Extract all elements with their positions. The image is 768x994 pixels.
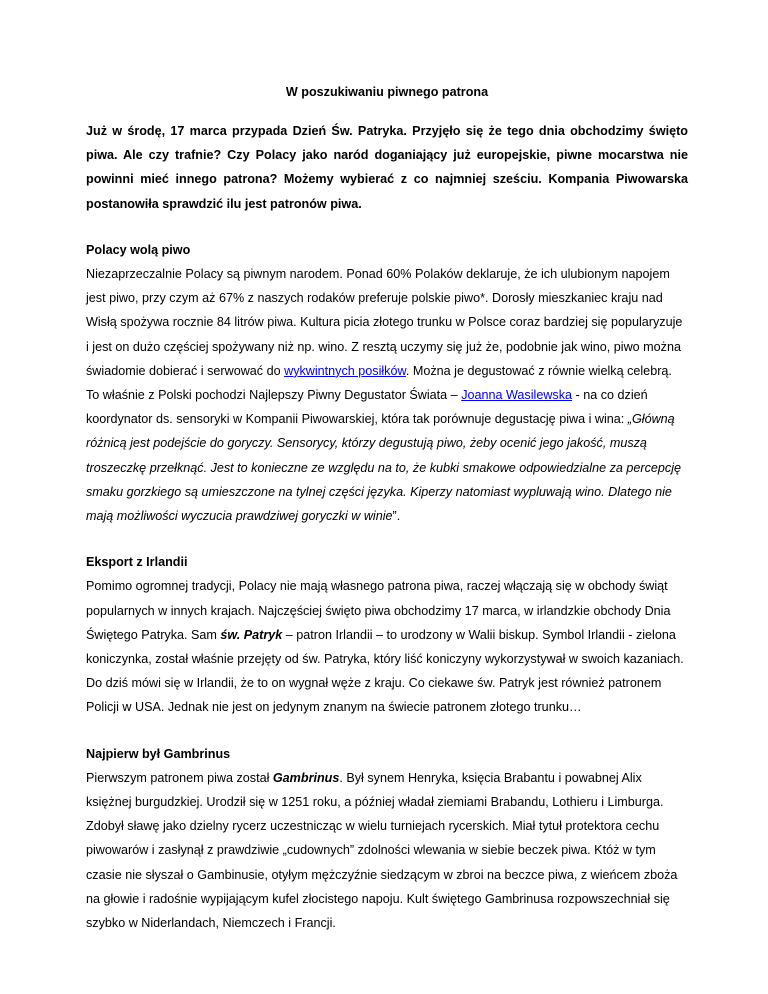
lead-paragraph: Już w środę, 17 marca przypada Dzień Św. Patryka. Przyjęło się że tego dnia obchodzimy święto piwa. Ale czy trafnie? Czy Polacy jako naród doganiający już europejskie, piwne mocarstwa nie powinni mieć innego patrona? Możemy wybierać z co najmniej sześciu. Kompania Piwowarska postanowiła sprawdzić ilu jest patronów piwa.	[86, 124, 688, 211]
link-wykwintne-posilki[interactable]: wykwintnych posiłków	[284, 363, 406, 378]
link-joanna-wasilewska[interactable]: Joanna Wasilewska	[461, 388, 573, 403]
paragraph-text: Niezaprzeczalnie Polacy są piwnym narodem. Ponad 60% Polaków deklaruje, że ich ulubionym napojem jest piwo, przy czym aż 67% z naszych rodaków preferuje polskie piwo*. Dorosły mieszkaniec kraju nad Wisłą spożywa rocznie 84 litrów piwa. Kultura picia złotego trunku w Polsce coraz bardziej się popularyzuje i jest on dużo częściej spożywany niż np. wino. Z resztą uczymy się już że, podobnie jak wino, piwo można świadomie dobierać i serwować do	[86, 267, 683, 378]
section-heading-eksport: Eksport z Irlandii	[86, 555, 188, 570]
paragraph-text: . Można je degustować z równie wielką celebrą. To właśnie z Polski pochodzi Najlepszy Piwny Degustator Świata –	[86, 363, 672, 403]
paragraph-text: – patron Irlandii – to urodzony w Walii biskup. Symbol Irlandii - zielona koniczynka, został właśnie przejęty od św. Patryka, który liść koniczyny wykorzystywał w swoich kazaniach. Do dziś mówi się w Irlandii, że to on wygnał węże z kraju. Co ciekawe św. Patryk jest również patronem Policji w USA. Jednak nie jest on jedynym znanym na świecie patronem złotego trunku…	[86, 627, 684, 715]
document-title: W poszukiwaniu piwnego patrona	[285, 85, 489, 99]
paragraph-text: Pierwszym patronem piwa został	[86, 770, 273, 785]
section-paragraph-eksport	[86, 574, 688, 719]
paragraph-text: Pomimo ogromnej tradycji, Polacy nie mają własnego patrona piwa, raczej włączają się w obchody świąt popularnych w innych krajach. Najczęściej święto piwa obchodzimy 17 marca, w irlandzkie obchody Dnia Świętego Patryka. Sam	[86, 579, 671, 642]
section-heading-polacy: Polacy wolą piwo	[86, 242, 191, 257]
paragraph-text: . Był synem Henryka, księcia Brabantu i powabnej Alix księżnej burgudzkiej. Urodził się w 1251 roku, a później władał ziemiami Brabandu, Lothieru i Limburga. Zdobył sławę jako dzielny rycerz uczestnicząc w wielu turniejach rycerskich. Miał tytuł protektora cechu piwowarów i zasłynął z prawdziwie „cudownych” zdolności wlewania w siebie beczek piwa. Któż w tym czasie nie słyszał o Gambinusie, otyłym mężczyźnie siedzącym w zbroi na beczce piwa, z wieńcem zboża na głowie i radośnie wypijającym kufel złocistego napoju. Kult świętego Gambrinusa rozpowszechniał się szybko w Niderlandach, Niemczech i Francji.	[86, 770, 678, 931]
name-sw-patryk: św. Patryk	[220, 627, 283, 642]
section-paragraph-gambrinus	[86, 766, 688, 935]
quote-text: „Główną różnicą jest podejście do goryczy. Sensorycy, którzy degustują piwo, żeby ocenić jego jakość, muszą troszeczkę przełknąć. Jest to konieczne ze względu na to, że kubki smakowe odpowiedzialne za percepcję smaku gorzkiego są umieszczone na tylnej części języka. Kiperzy natomiast wypluwają wino. Dlatego nie mają możliwości wyczucia prawdziwej goryczki w winie	[86, 412, 682, 524]
name-gambrinus: Gambrinus	[272, 770, 340, 785]
paragraph-text: - na co dzień koordynator ds. sensoryki w Kompanii Piwowarskiej, która tak porównuje degustację piwa i wina:	[86, 388, 648, 427]
quote-end: ”.	[392, 509, 401, 524]
section-paragraph-polacy	[86, 262, 688, 528]
section-heading-gambrinus: Najpierw był Gambrinus	[86, 746, 231, 761]
